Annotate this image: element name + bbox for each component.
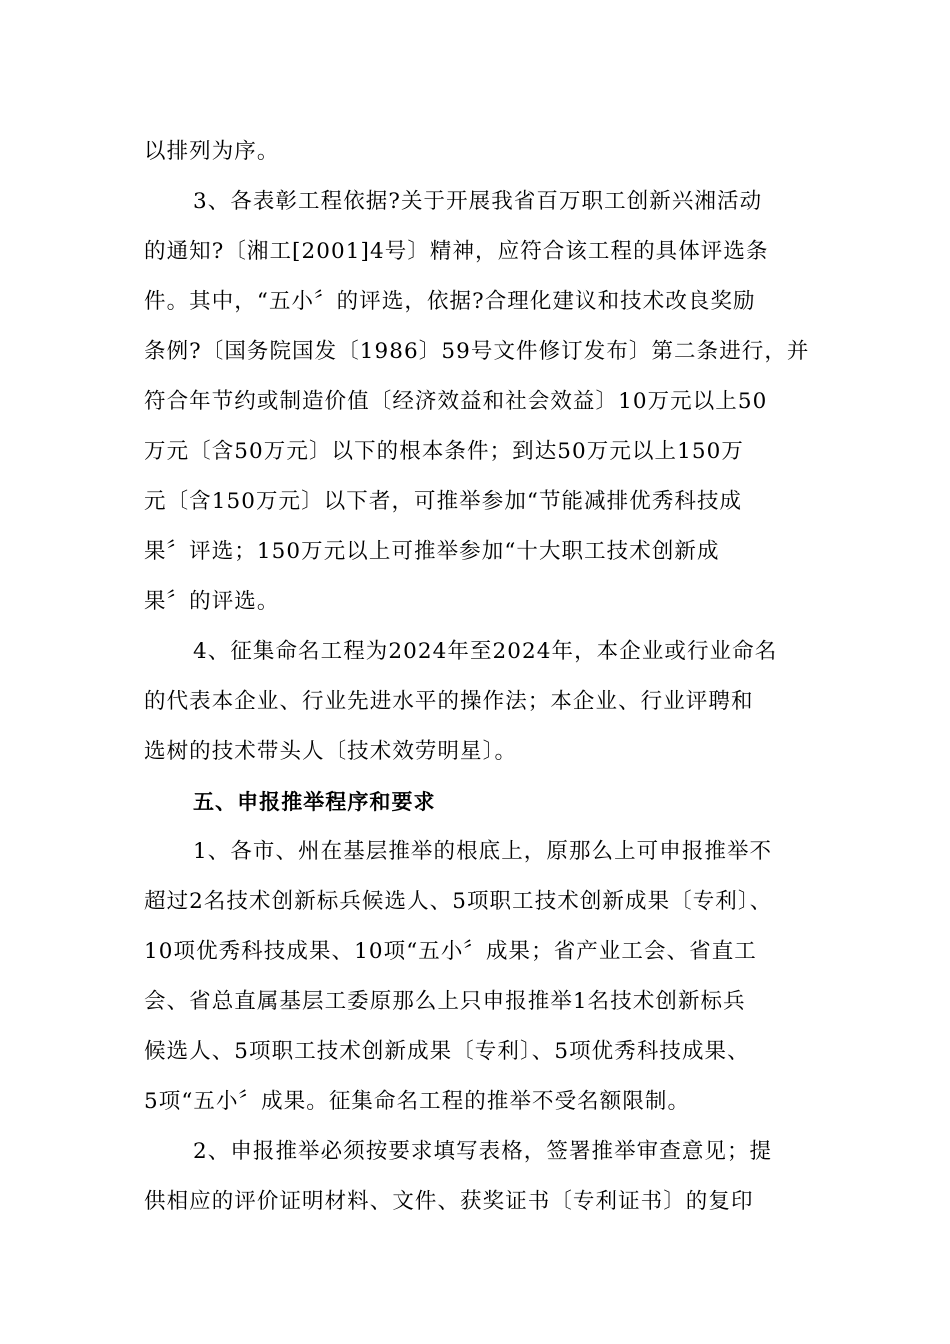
paragraph-line: 1、各市、州在基层推举的根底上，原那么上可申报推举不 [193, 839, 773, 864]
paragraph-line: 会、省总直属基层工委原那么上只申报推举1名技术创新标兵 [144, 989, 746, 1014]
paragraph-line: 的代表本企业、行业先进水平的操作法；本企业、行业评聘和 [144, 689, 754, 714]
paragraph-line: 5项“五小〞成果。征集命名工程的推举不受名额限制。 [144, 1089, 691, 1114]
paragraph-line: 选树的技术带头人〔技术效劳明星〕。 [144, 739, 518, 764]
paragraph-line: 符合年节约或制造价值〔经济效益和社会效益〕10万元以上50 [144, 389, 768, 414]
paragraph-line: 条例?〔国务院国发〔1986〕59号文件修订发布〕第二条进行，并 [144, 339, 810, 364]
paragraph-line: 4、征集命名工程为2024年至2024年，本企业或行业命名 [193, 639, 778, 664]
paragraph-line: 万元〔含50万元〕以下的根本条件；到达50万元以上150万 [144, 439, 744, 464]
paragraph-line: 元〔含150万元〕以下者，可推举参加“节能减排优秀科技成 [144, 489, 743, 514]
section-heading: 五、申报推举程序和要求 [193, 790, 436, 814]
paragraph-line: 供相应的评价证明材料、文件、获奖证书〔专利证书〕的复印 [144, 1189, 754, 1214]
paragraph-line: 以排列为序。 [144, 139, 280, 164]
paragraph-line: 2、申报推举必须按要求填写表格，签署推举审查意见；提 [193, 1139, 773, 1164]
paragraph-line: 超过2名技术创新标兵候选人、5项职工技术创新成果〔专利〕、 [144, 889, 773, 914]
paragraph-line: 的通知?〔湘工[2001]4号〕精神，应符合该工程的具体评选条 [144, 239, 769, 264]
paragraph-line: 果〞的评选。 [144, 589, 280, 614]
paragraph-line: 10项优秀科技成果、10项“五小〞成果；省产业工会、省直工 [144, 939, 757, 964]
paragraph-line: 3、各表彰工程依据?关于开展我省百万职工创新兴湘活动 [193, 189, 763, 214]
paragraph-line: 候选人、5项职工技术创新成果〔专利〕、5项优秀科技成果、 [144, 1039, 750, 1064]
paragraph-line: 件。其中，“五小〞的评选，依据?合理化建议和技术改良奖励 [144, 289, 756, 314]
paragraph-line: 果〞评选；150万元以上可推举参加“十大职工技术创新成 [144, 539, 720, 564]
